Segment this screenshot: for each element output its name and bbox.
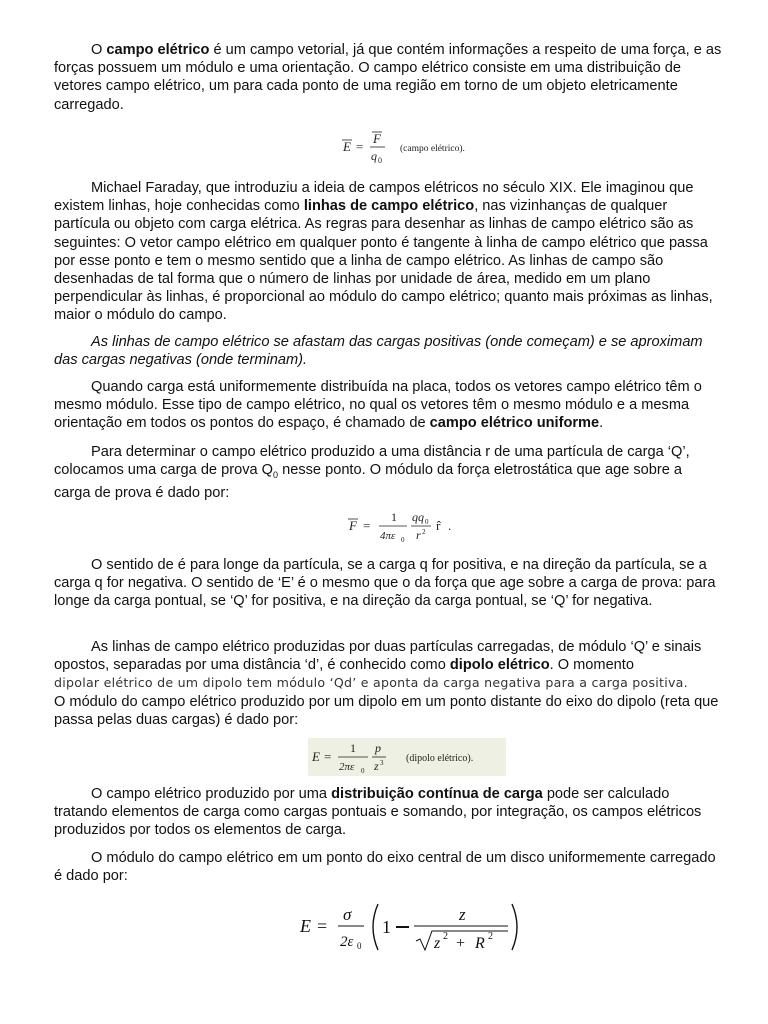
- svg-text:z: z: [459, 905, 466, 924]
- equation-forca-eletrostatica: [345, 506, 475, 546]
- svg-text:4πε: 4πε: [380, 530, 396, 542]
- term-distribuicao-continua: distribuição contínua de carga: [331, 786, 543, 802]
- paragraph-disco: O módulo do campo elétrico em um ponto do eixo central de um disco uniformemente carregado é dado por:: [54, 850, 716, 885]
- svg-text:qq: qq: [412, 510, 424, 524]
- svg-text:0: 0: [357, 941, 362, 951]
- svg-text:p: p: [375, 741, 381, 755]
- svg-text:r: r: [416, 528, 421, 542]
- paragraph-campo-uniforme: Quando carga está uniformemente distribuída na placa, todos os vetores campo elétrico têm o mesmo módulo. Esse tipo de campo elétrico, no qual os vetores têm o mesmo módulo e a mesma orientação em todos os pontos do espaço, é chamado de campo elétrico uniforme.: [54, 379, 702, 432]
- svg-text:2: 2: [443, 931, 448, 942]
- svg-text:=: =: [356, 139, 364, 154]
- equation-campo-eletrico: [340, 128, 490, 168]
- svg-text:2: 2: [488, 931, 493, 942]
- equation-dipolo: [308, 738, 506, 776]
- paragraph-distribuicao-continua: O campo elétrico produzido por uma distribuição contínua de carga pode ser calculado tratando elementos de carga como cargas pontuais e somando, por integração, os campos elétricos produzidos por todos os elementos de carga.: [54, 786, 702, 839]
- svg-text:F: F: [349, 518, 357, 533]
- svg-text:z: z: [374, 759, 379, 773]
- svg-text:E: E: [343, 139, 351, 154]
- svg-text:2: 2: [422, 528, 426, 536]
- svg-text:=: =: [317, 916, 328, 936]
- svg-text:1: 1: [391, 510, 397, 524]
- svg-text:z: z: [434, 935, 441, 952]
- svg-text:0: 0: [378, 156, 382, 165]
- svg-text:2ε: 2ε: [340, 934, 354, 950]
- svg-text:3: 3: [380, 759, 384, 767]
- term-linhas-de-campo: linhas de campo elétrico: [303, 198, 475, 215]
- svg-text:(campo elétrico).: (campo elétrico).: [400, 144, 465, 154]
- svg-text:=: =: [363, 518, 371, 533]
- svg-text:σ: σ: [343, 905, 352, 924]
- paragraph-italic-rule: As linhas de campo elétrico se afastam das cargas positivas (onde começam) e se aproximam das cargas negativas (onde terminam).: [54, 334, 703, 369]
- svg-text:=: =: [324, 749, 332, 764]
- dipole-moment-line: dipolar elétrico de um dipolo tem módulo ‘Qd’ e aponta da carga negativa para a carga positiva.: [54, 675, 688, 691]
- paragraph-dipolo: As linhas de campo elétrico produzidas por duas partículas carregadas, de módulo ‘Q’ e sinais opostos, separadas por uma distância ‘d’, é conhecido como dipolo elétrico. O momento dipolar elétrico de um dipolo tem módulo ‘Qd’ e aponta da carga negativa para a carga positiva. O módulo do campo elétrico produzido por um dipolo em um ponto distante do eixo do dipolo (reta que passa pelas duas cargas) é dado por:: [54, 639, 719, 728]
- svg-text:E: E: [300, 916, 311, 936]
- svg-text:r̂: r̂: [436, 518, 441, 533]
- svg-text:+: +: [456, 935, 466, 952]
- svg-text:R: R: [475, 935, 485, 952]
- svg-text:F: F: [373, 131, 381, 146]
- svg-text:.: .: [448, 518, 452, 533]
- paragraph-campo-eletrico: O campo elétrico é um campo vetorial, já que contém informações a respeito de uma força, e as forças possuem um módulo e uma orientação. O campo elétrico consiste em uma distribuição de vetores campo elétrico, um para cada ponto de uma região em torno de um objeto eletricamente carregado.: [54, 42, 722, 113]
- paragraph-faraday: Michael Faraday, que introduziu a ideia de campos elétricos no século XIX. Ele imaginou que existem linhas, hoje conhecidas como linhas de campo elétrico, nas vizinhanças de qualquer partícula ou objeto com carga elétrica. As regras para desenhar as linhas de campo elétrico são as seguintes: O vetor campo elétrico em qualquer ponto é tangente à linha de campo elétrico que passa por esse ponto e tem o mesmo sentido que a linha de campo elétrico. As linhas de campo são desenhadas de tal forma que o número de linhas por unidade de área, medido em um plano perpendicular às linhas, é proporcional ao módulo do campo elétrico; quanto mais próximas as linhas, maior o módulo do campo.: [54, 180, 713, 324]
- equation-disco: [298, 898, 528, 956]
- term-campo-eletrico: campo elétrico: [106, 42, 210, 58]
- svg-text:q: q: [371, 149, 377, 163]
- svg-text:E: E: [312, 749, 320, 764]
- paragraph-sentido: O sentido de é para longe da partícula, se a carga q for positiva, e na direção da partícula, se a carga q for negativa. O sentido de ‘E’ é o mesmo que o da força que age sobre a carga de prova: para longe da carga pontual, se ‘Q’ for positiva, e na direção da carga pontual, se ‘Q’ for negativa.: [54, 557, 716, 610]
- svg-text:2πε: 2πε: [339, 761, 355, 773]
- svg-text:0: 0: [401, 536, 405, 544]
- svg-text:1: 1: [382, 917, 391, 937]
- term-campo-uniforme: campo elétrico uniforme: [429, 415, 600, 432]
- svg-text:(dipolo elétrico).: (dipolo elétrico).: [406, 753, 474, 764]
- svg-text:0: 0: [425, 518, 429, 526]
- svg-text:0: 0: [361, 767, 365, 775]
- paragraph-carga-de-prova: Para determinar o campo elétrico produzido a uma distância r de uma partícula de carga ‘Q’, colocamos uma carga de prova $Q_0$ nesse ponto. O módulo da força eletrostática que age sobre a carga de prova é dado por:: [54, 444, 690, 502]
- svg-text:1: 1: [350, 741, 356, 755]
- term-dipolo-eletrico: dipolo elétrico: [449, 657, 550, 674]
